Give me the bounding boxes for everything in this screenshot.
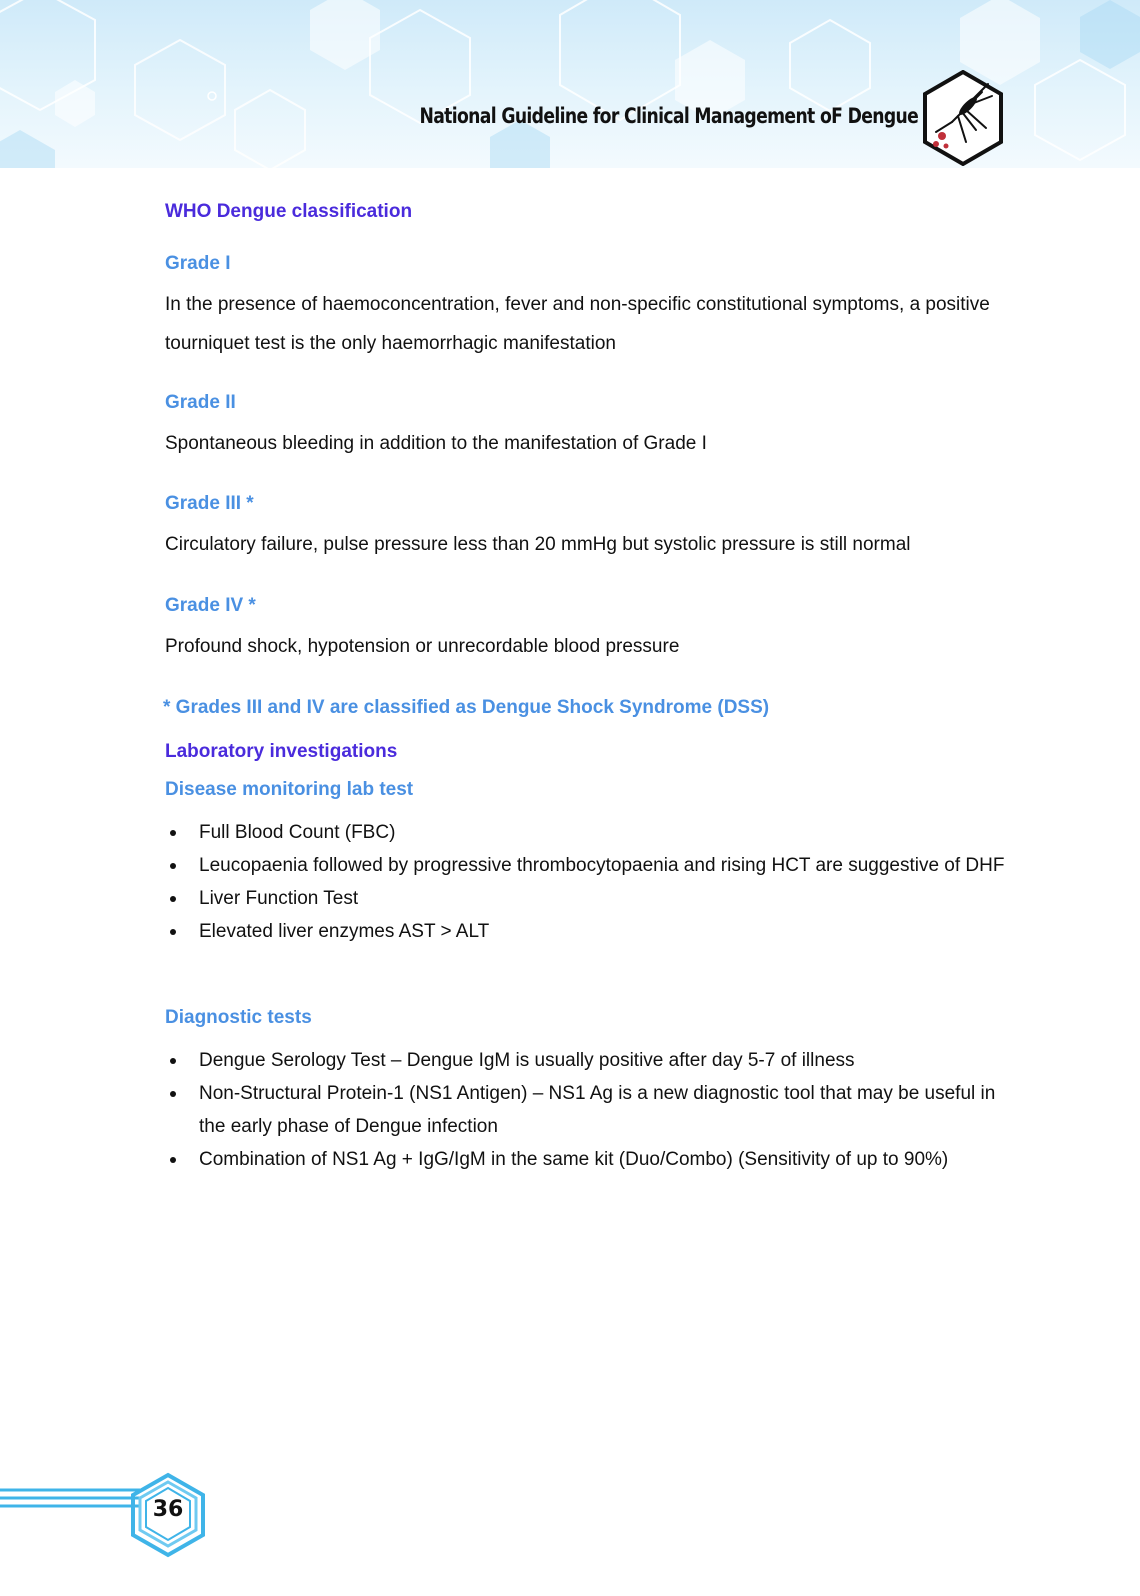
- grade-4-heading: Grade IV *: [165, 595, 256, 616]
- grade-3-text: Circulatory failure, pulse pressure less than 20 mmHg but systolic pressure is still normal: [165, 534, 911, 555]
- list-item: Full Blood Count (FBC): [165, 816, 1005, 849]
- list-item: Dengue Serology Test – Dengue IgM is usually positive after day 5-7 of illness: [165, 1044, 1005, 1077]
- grade-2-heading: Grade II: [165, 392, 236, 413]
- page-number: 36: [152, 1497, 184, 1522]
- lab-investigations-heading: Laboratory investigations: [165, 741, 398, 762]
- grade-4-text: Profound shock, hypotension or unrecordable blood pressure: [165, 636, 680, 657]
- page-header: [0, 0, 1140, 168]
- classification-heading: WHO Dengue classification: [165, 201, 413, 222]
- grade-1-heading: Grade I: [165, 253, 231, 274]
- page-number-badge: [0, 1470, 230, 1570]
- list-item: Elevated liver enzymes AST > ALT: [165, 915, 1005, 948]
- grade-3-heading: Grade III *: [165, 493, 254, 514]
- diagnostic-list: [165, 1044, 1005, 1176]
- list-item: Combination of NS1 Ag + IgG/IgM in the same kit (Duo/Combo) (Sensitivity of up to 90%): [165, 1143, 1005, 1176]
- monitoring-list: [165, 816, 1005, 948]
- grade-2-text: Spontaneous bleeding in addition to the manifestation of Grade I: [165, 433, 707, 454]
- list-item: Liver Function Test: [165, 882, 1005, 915]
- diagnostic-heading: Diagnostic tests: [165, 1007, 312, 1028]
- dss-note: * Grades III and IV are classified as Dengue Shock Syndrome (DSS): [163, 697, 770, 718]
- list-item: Non-Structural Protein-1 (NS1 Antigen) – NS1 Ag is a new diagnostic tool that may be useful in the early phase of Dengue infection: [165, 1077, 1005, 1143]
- monitoring-heading: Disease monitoring lab test: [165, 779, 414, 800]
- grade-1-text: In the presence of haemoconcentration, fever and non-specific constitutional symptoms, a positive tourniquet test is the only haemorrhagic manifestation: [165, 294, 990, 354]
- document-title: National Guideline for Clinical Management oF Dengue: [419, 104, 918, 128]
- mosquito-icon: [922, 70, 1004, 166]
- list-item: Leucopaenia followed by progressive thrombocytopaenia and rising HCT are suggestive of DHF: [165, 849, 1005, 882]
